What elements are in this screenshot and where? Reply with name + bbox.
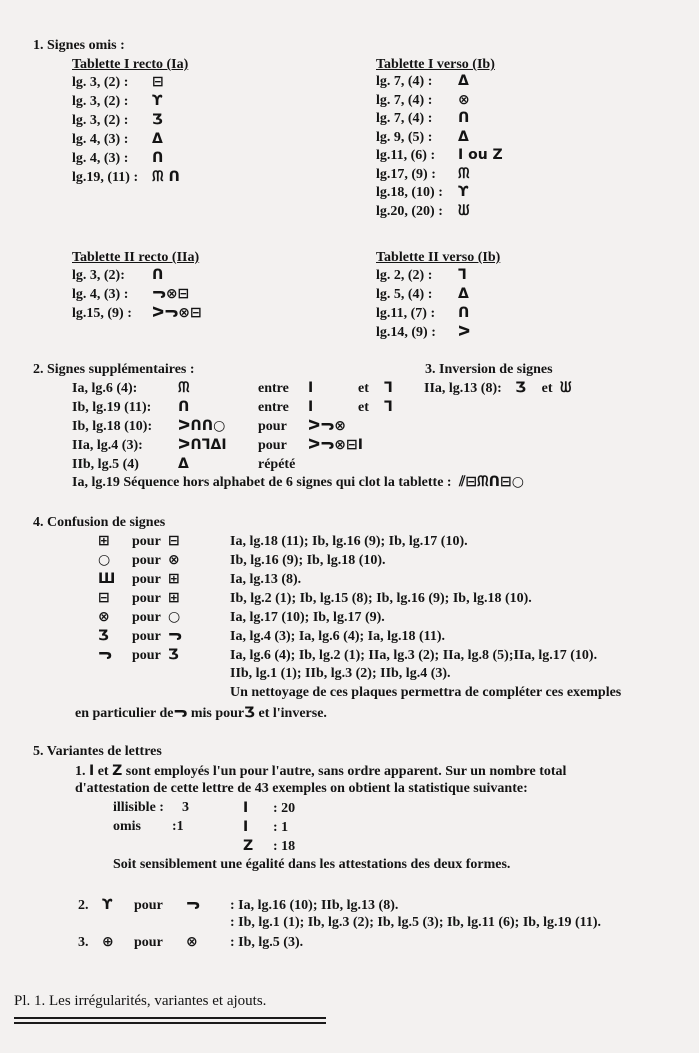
sign-glyph: Δ (458, 128, 469, 145)
list-item: lg. 5, (4) : Δ (376, 286, 469, 302)
list-item: lg. 3, (2) : ϒ (72, 93, 163, 109)
sign-glyph: ᓓ⊗⊟ (152, 286, 190, 302)
sign-glyph: Ʒ (168, 647, 179, 663)
list-item: lg.17, (9) : ᙏ (376, 165, 470, 182)
variant-1-line-2: d'attestation de cette lettre de 43 exemples on obtient la statistique suivante: (75, 781, 528, 796)
list-item: lg.15, (9) : ᐳᓓ⊗⊟ (72, 305, 202, 321)
sign-glyph: ᒣ (384, 399, 393, 415)
sign-glyph: ϒ (102, 897, 113, 913)
list-item: Ζ : 18 (243, 838, 296, 854)
tablet-2-verso-list (376, 267, 470, 343)
sign-glyph: ᒣ (384, 380, 393, 396)
sign-glyph: ᙎ (458, 202, 470, 219)
sign-glyph: ᙏ ᑎ (152, 169, 180, 185)
stats-left (113, 800, 189, 838)
note-line: Un nettoyage de ces plaques permettra de compléter ces exemples (230, 685, 622, 700)
conclusion: Soit sensiblement une égalité dans les attestations des deux formes. (113, 857, 511, 872)
note-line-2: en particulier deᓓ mis pourƷ et l'inverse. (75, 705, 327, 721)
sign-glyph: ᐳᓓ⊗ (308, 418, 346, 434)
sign-glyph: Ʒ (152, 112, 163, 128)
list-item: Ш pour ⊞ Ia, lg.13 (8). (98, 571, 302, 587)
list-item: lg. 7, (4) : ⊗ (376, 91, 470, 108)
list-item: ᓓ pour Ʒ Ia, lg.6 (4); Ib, lg.2 (1); IIa, lg.3 (2); IIa, lg.8 (5);IIa, lg.17 (10). (98, 647, 598, 663)
sign-glyph: ⊗ (98, 609, 110, 625)
sign-glyph: ⊞ (98, 533, 110, 549)
sign-glyph: Ι (243, 800, 249, 816)
list-item: lg. 4, (3) : ᓓ⊗⊟ (72, 286, 190, 302)
confusion-list (98, 533, 621, 704)
sign-glyph: Ш (98, 571, 116, 587)
sign-glyph: Δ (152, 131, 163, 147)
tablet-1-verso-list (376, 73, 503, 221)
section-4-title: 4. Confusion de signes (33, 515, 166, 530)
sign-glyph: ⊞ (168, 571, 180, 587)
section-2-list (72, 380, 393, 475)
sign-glyph: ᓓ (186, 897, 200, 913)
list-item: lg. 4, (3) : ᑎ (72, 150, 164, 166)
sign-glyph: ᙎ (560, 380, 572, 396)
list-item: IIa, lg.4 (3): ᐳᑎᒣΔΙ pour ᐳᓓ⊗⊟Ι (72, 437, 393, 456)
list-item: ⊞ pour ⊟ Ia, lg.18 (11); Ib, lg.16 (9); Ib, lg.17 (10). (98, 533, 468, 549)
sign-glyph: ᓓ (173, 705, 188, 721)
sign-glyph: ᐳᑎᑎ○ (178, 418, 226, 434)
list-item: lg. 4, (3) : Δ (72, 131, 163, 147)
sequence-line: Ia, lg.19 Séquence hors alphabet de 6 signes qui clot la tablette : ⫽⊟ᙏᑎ⊟○ (72, 474, 524, 490)
caption-rule-2 (14, 1022, 326, 1024)
sign-glyph: Δ (178, 456, 189, 472)
stats-right (243, 800, 295, 857)
plate-caption: Pl. 1. Les irrégularités, variantes et ajouts. (14, 993, 267, 1009)
sign-glyph: ⊕ (102, 934, 114, 950)
sign-glyph: ○ (168, 609, 181, 625)
sign-glyph: ϒ (152, 93, 163, 109)
sign-glyph: ᑎ (458, 110, 470, 126)
variant-3-line: 3. ⊕ pour ⊗ : Ib, lg.5 (3). (78, 934, 304, 950)
sign-glyph: ᐳᑎᒣΔΙ (178, 437, 227, 453)
section-5-title: 5. Variantes de lettres (33, 744, 162, 759)
list-item: illisible : 3 (113, 800, 189, 815)
sign-glyph: ᙏ (458, 165, 470, 182)
list-item: ⊟ pour ⊞ Ib, lg.2 (1); Ib, lg.15 (8); Ib, lg.16 (9); Ib, lg.18 (10). (98, 590, 532, 606)
sign-glyph: ᐳᓓ⊗⊟ (152, 305, 202, 321)
sign-glyph: ⊟ (152, 74, 164, 90)
sign-glyph: ⊗ (186, 934, 198, 950)
sign-glyph: Ι (308, 380, 314, 396)
sign-glyph: ᑎ (152, 150, 164, 166)
list-item: lg. 2, (2) : ᒣ (376, 267, 467, 283)
sign-glyph: Δ (458, 73, 469, 89)
variant-2-refs: : Ib, lg.1 (1); Ib, lg.3 (2); Ib, lg.5 (3); Ib, lg.11 (6); Ib, lg.19 (11). (230, 915, 602, 930)
sign-glyph: ᓓ (98, 647, 112, 663)
sign-glyph: ᑎ (152, 267, 164, 283)
sign-glyph: ᙏ (178, 380, 190, 396)
list-item: IIb, lg.1 (1); IIb, lg.3 (2); IIb, lg.4 (3). (230, 666, 451, 681)
sign-glyph: ⊞ (168, 590, 180, 606)
list-item: IIb, lg.5 (4) Δ répété (72, 456, 296, 472)
list-item: lg. 3, (2) : ⊟ (72, 74, 164, 90)
inversion-line: IIa, lg.13 (8): Ʒ et ᙎ (424, 380, 572, 396)
list-item: Ib, lg.18 (10): ᐳᑎᑎ○ pour ᐳᓓ⊗ (72, 418, 393, 437)
sign-glyph: Ζ (112, 763, 123, 779)
tablet-2-recto-heading: Tablette II recto (IIa) (72, 250, 200, 265)
variant-1-line: 1. Ι et Ζ sont employés l'un pour l'autre, sans ordre apparent. Sur un nombre total (75, 763, 567, 779)
tablet-1-verso-heading: Tablette I verso (Ib) (376, 57, 495, 72)
sign-glyph: Ι ou Ζ (458, 147, 503, 163)
list-item: lg. 3, (2) : Ʒ (72, 112, 163, 128)
sign-glyph: ⊟ (98, 590, 110, 606)
sign-glyph: ⫽⊟ᙏᑎ⊟○ (459, 474, 524, 490)
list-item: lg.19, (11) : ᙏ ᑎ (72, 169, 180, 185)
sign-glyph: Ζ (243, 838, 254, 854)
sign-glyph: ᑎ (178, 399, 190, 415)
section-2-title: 2. Signes supplémentaires : (33, 362, 195, 377)
tablet-1-recto-list (72, 74, 180, 188)
tablet-2-recto-list (72, 267, 202, 324)
sign-glyph: ⊗ (168, 552, 180, 568)
list-item: omis :1 (113, 819, 184, 834)
list-item: lg.20, (20) : ᙎ (376, 202, 470, 219)
tablet-1-recto-heading: Tablette I recto (Ia) (72, 57, 189, 72)
sign-glyph: ⊗ (458, 91, 470, 108)
variant-2-line: 2. ϒ pour ᓓ : Ia, lg.16 (10); IIb, lg.13 (8). (78, 897, 399, 913)
sign-glyph: ᐳᓓ⊗⊟Ι (308, 437, 363, 453)
sign-glyph: ᒣ (458, 267, 467, 283)
section-3-title: 3. Inversion de signes (425, 362, 553, 377)
list-item: ⊗ pour ○ Ia, lg.17 (10); Ib, lg.17 (9). (98, 609, 385, 625)
list-item: lg. 7, (4) : ᑎ (376, 110, 470, 126)
list-item: lg. 3, (2): ᑎ (72, 267, 164, 283)
caption-rule-1 (14, 1017, 326, 1019)
list-item: lg. 7, (4) : Δ (376, 73, 469, 89)
sign-glyph: Ʒ (515, 380, 527, 396)
section-1-title: 1. Signes omis : (33, 38, 125, 53)
tablet-2-verso-heading: Tablette II verso (Ib) (376, 250, 501, 265)
sign-glyph: ϒ (458, 184, 469, 200)
sign-glyph: ⊟ (168, 533, 180, 549)
list-item: ○ pour ⊗ Ib, lg.16 (9); Ib, lg.18 (10). (98, 552, 386, 568)
sign-glyph: ○ (98, 552, 111, 568)
sign-glyph: ᑎ (458, 305, 470, 321)
list-item: lg.11, (6) : Ι ou Ζ (376, 147, 503, 163)
list-item: lg.11, (7) : ᑎ (376, 305, 470, 321)
sign-glyph: Ʒ (244, 705, 255, 721)
sign-glyph: Ʒ (98, 628, 109, 644)
list-item: lg.18, (10) : ϒ (376, 184, 469, 200)
sign-glyph: Ι (243, 819, 249, 835)
list-item: lg.14, (9) : ᐳ (376, 324, 471, 340)
list-item: Ia, lg.6 (4): ᙏ entre Ι et ᒣ (72, 380, 393, 396)
list-item: lg. 9, (5) : Δ (376, 128, 469, 145)
sign-glyph: ᓓ (168, 628, 182, 644)
sign-glyph: Δ (458, 286, 469, 302)
list-item: Ib, lg.19 (11): ᑎ entre Ι et ᒣ (72, 399, 393, 415)
sign-glyph: ᐳ (458, 324, 471, 340)
sign-glyph: Ι (308, 399, 314, 415)
list-item: Ι : 1 (243, 819, 289, 835)
list-item: Ʒ pour ᓓ Ia, lg.4 (3); Ia, lg.6 (4); Ia, lg.18 (11). (98, 628, 446, 644)
list-item: Ι : 20 (243, 800, 296, 816)
sign-glyph: Ι (89, 763, 95, 779)
